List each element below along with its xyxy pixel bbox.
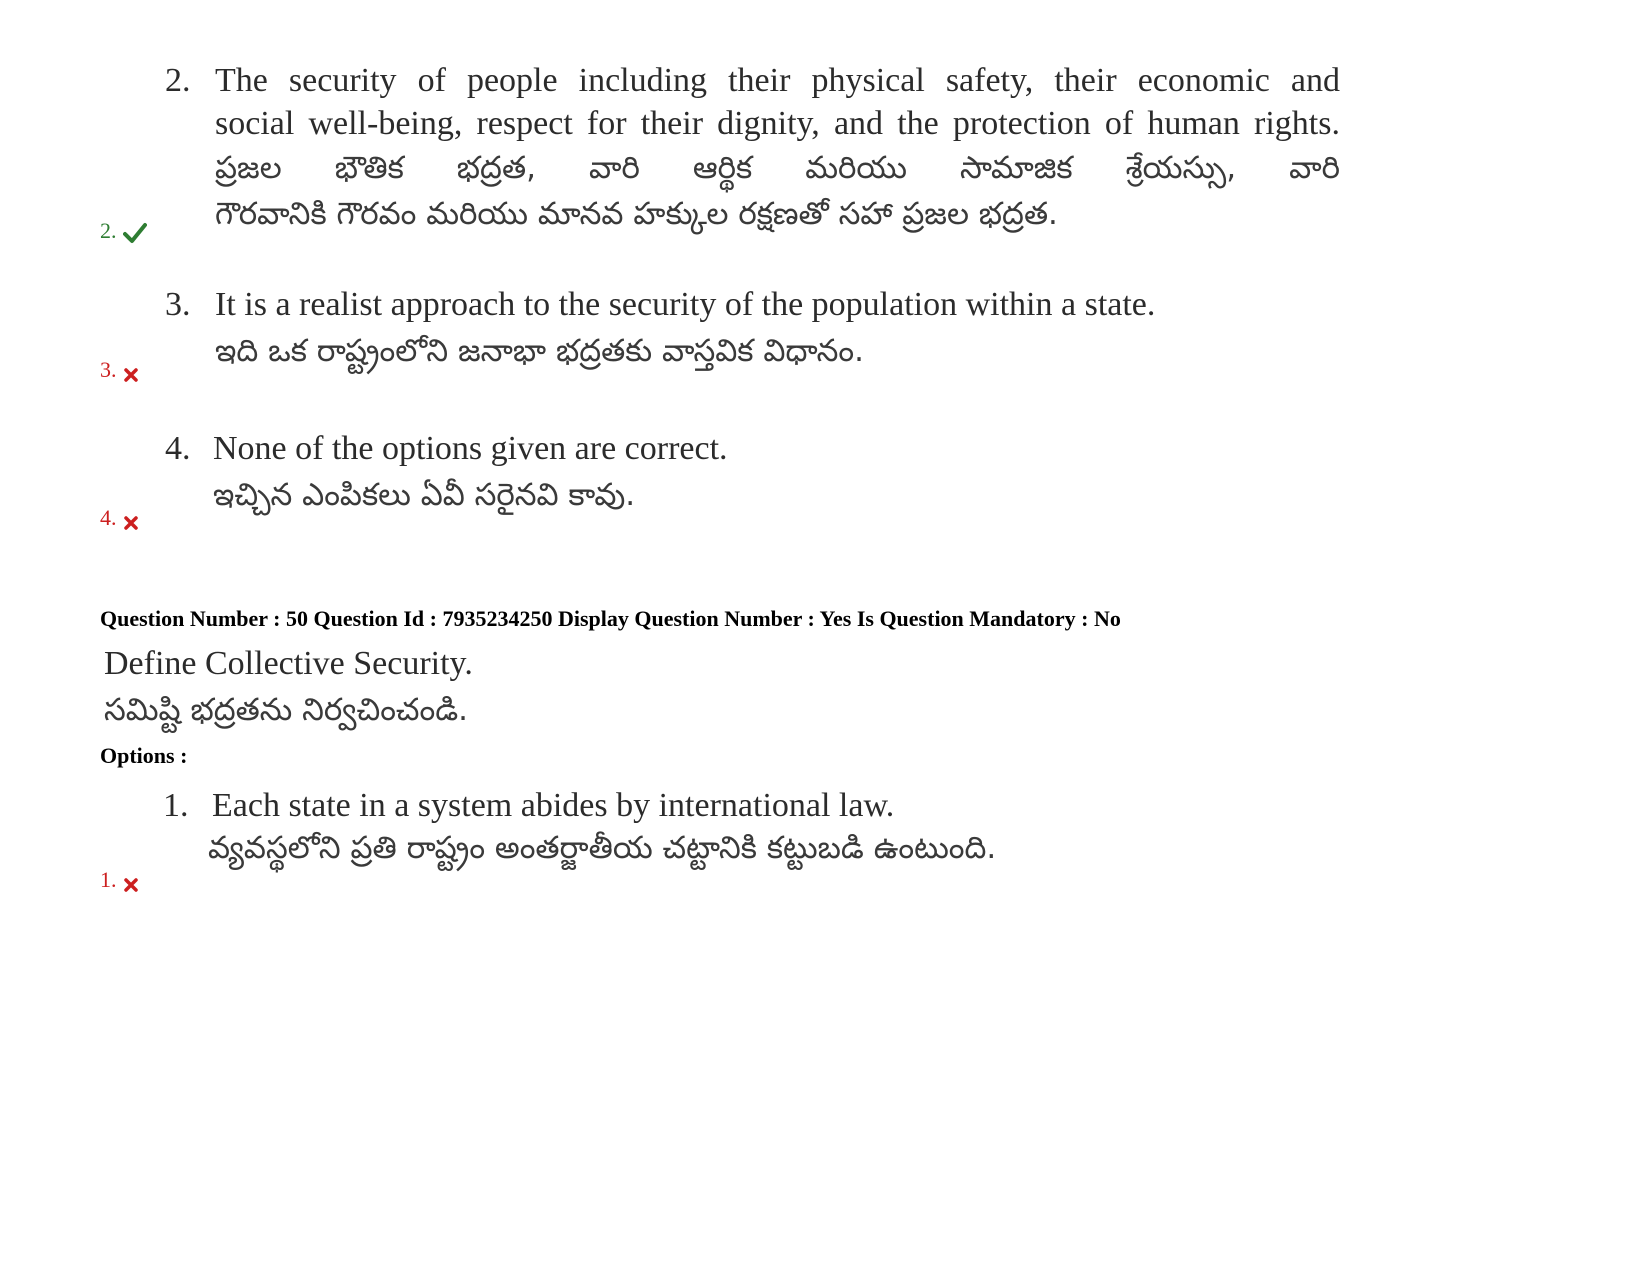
option-status-marker [100,505,139,531]
option-text-telugu: ఇచ్చిన ఎంపికలు ఏవీ సరైనవి కావు. [213,477,636,513]
option-status-marker [100,357,139,383]
option-text-telugu: ప్రజల భౌతిక భద్రత, వారి ఆర్థిక మరియు సామాజిక శ్రేయస్సు, వారి [215,150,1340,186]
option-text-english: It is a realist approach to the security of the population within a state. [215,286,1156,323]
option-number: 4. [165,430,191,467]
question-meta: Question Number : 50 Question Id : 7935234250 Display Question Number : Yes Is Question Mandatory : No [100,606,1121,631]
option-status-marker [100,218,147,244]
option-number: 3. [165,286,191,323]
marker-label: 4. [100,505,117,530]
option-text-english: The security of people including their physical safety, their economic and [215,62,1340,99]
option-text-telugu: వ్యవస్థలోని ప్రతి రాష్ట్రం అంతర్జాతీయ చట్టానికి కట్టుబడి ఉంటుంది. [208,830,997,866]
question-text-telugu: సమిష్టి భద్రతను నిర్వచించండి. [104,692,468,728]
option-text-english: None of the options given are correct. [213,430,728,467]
option-text-english: Each state in a system abides by international law. [212,787,895,824]
check-icon [123,222,147,244]
cross-icon [123,515,139,531]
question-text-english: Define Collective Security. [104,645,473,682]
option-text-telugu: ఇది ఒక రాష్ట్రంలోని జనాభా భద్రతకు వాస్తవిక విధానం. [215,333,864,369]
marker-label: 1. [100,867,117,892]
option-number: 1. [163,787,189,824]
option-status-marker [100,867,139,893]
marker-label: 3. [100,357,117,382]
cross-icon [123,367,139,383]
option-number: 2. [165,62,191,99]
cross-icon [123,877,139,893]
option-text-telugu: గౌరవానికి గౌరవం మరియు మానవ హక్కుల రక్షణతో సహా ప్రజల భద్రత. [215,196,1058,232]
option-text-english: social well-being, respect for their dignity, and the protection of human rights. [215,105,1340,142]
options-label: Options : [100,743,188,768]
marker-label: 2. [100,218,117,243]
